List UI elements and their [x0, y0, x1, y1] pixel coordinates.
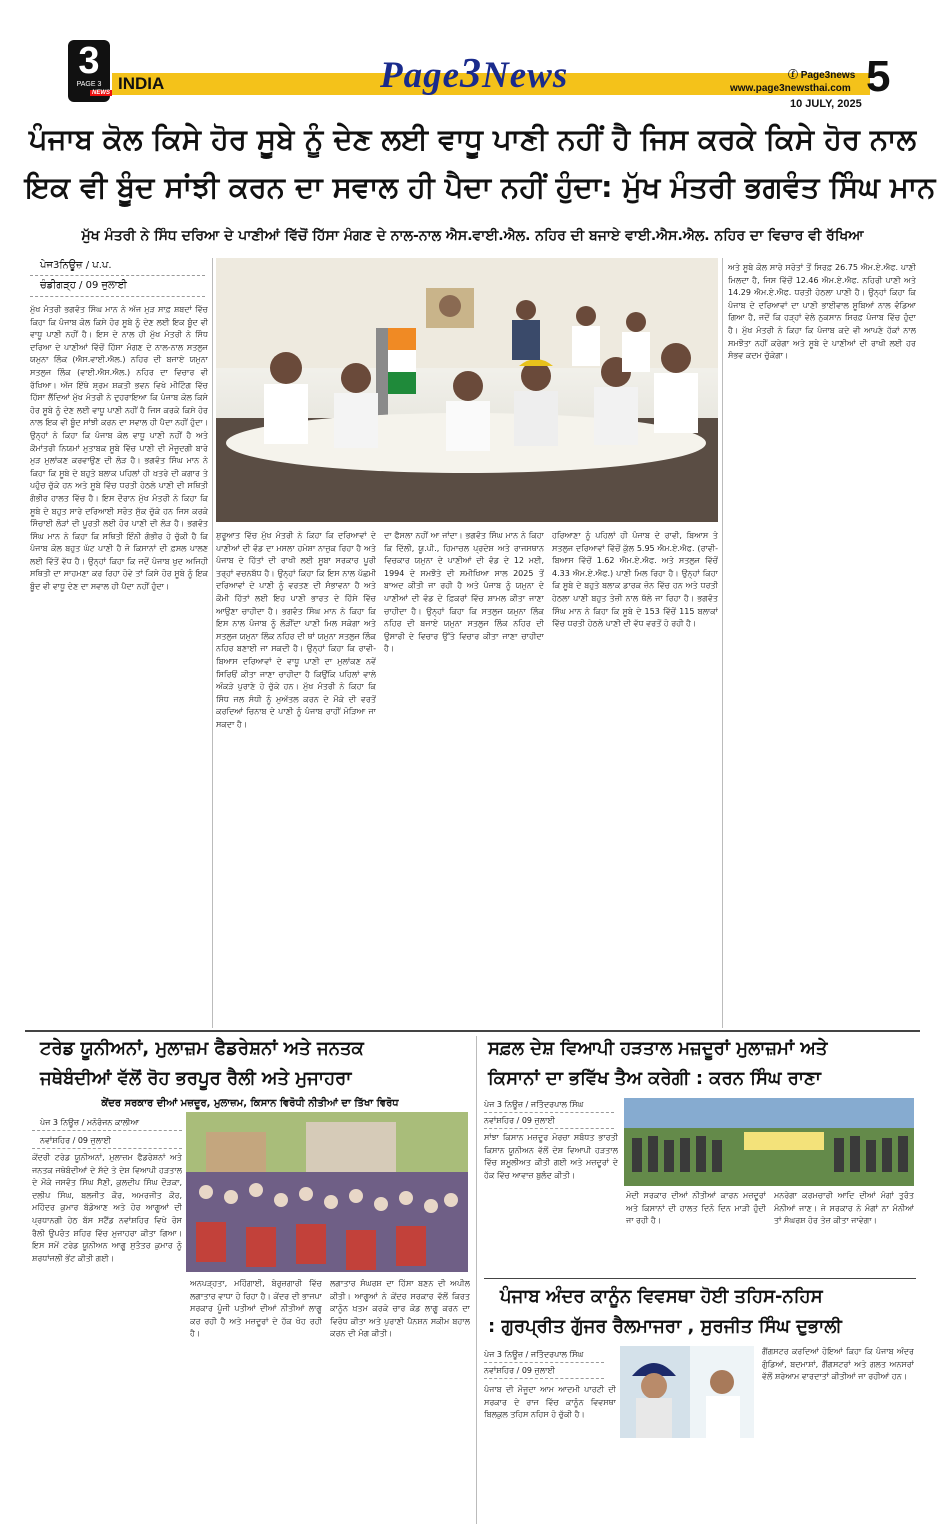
byline-divider [30, 296, 205, 297]
masthead [0, 0, 945, 112]
law-story-column-1 [484, 1384, 616, 1522]
main-story-col2-text: ਸ਼ੁਰੂਆਤ ਵਿੱਚ ਮੁੱਖ ਮੰਤਰੀ ਨੇ ਕਿਹਾ ਕਿ ਦਰਿਆਵਾਂ ਦੇ ਪਾਣੀਆਂ ਦੀ ਵੰਡ ਦਾ ਮਸਲਾ ਹਮੇਸ਼ਾ ਨਾਜ਼ੁਕ ਰਿਹਾ ਹੈ ਅਤੇ ਪੰਜਾਬ ਦੇ ਹਿੱਤਾਂ ਦੀ ਰਾਖੀ ਲਈ ਸੂਬਾ ਸਰਕਾਰ ਪੂਰੀ ਤਰ੍ਹਾਂ ਵਚਨਬੱਧ ਹੈ। ਉਨ੍ਹਾਂ ਕਿਹਾ ਕਿ ਇਸ ਨਾਲ ਪੱਛਮੀ ਦਰਿਆਵਾਂ ਦੇ ਪਾਣੀ ਨੂੰ ਵਰਤਣ ਦੀ ਸੰਭਾਵਨਾ ਹੈ ਅਤੇ ਕੌਮੀ ਹਿੱਤਾਂ ਲਈ ਇਹ ਪਾਣੀ ਭਾਰਤ ਦੇ ਹਿੱਸੇ ਵਿੱਚ ਆਉਣਾ ਚਾਹੀਦਾ ਹੈ। ਭਗਵੰਤ ਸਿੰਘ ਮਾਨ ਨੇ ਕਿਹਾ ਕਿ ਇਸ ਨਾਲ ਪੰਜਾਬ ਨੂੰ ਲੋੜੀਂਦਾ ਪਾਣੀ ਮਿਲ ਸਕੇਗਾ ਅਤੇ ਸਤਲੁਜ ਯਮੁਨਾ ਲਿੰਕ ਨਹਿਰ ਦੀ ਥਾਂ ਯਮੁਨਾ ਸਤਲੁਜ ਲਿੰਕ ਨਹਿਰ ਬਣਾਈ ਜਾ ਸਕਦੀ ਹੈ। ਉਨ੍ਹਾਂ ਕਿਹਾ ਕਿ ਰਾਵੀ-ਬਿਆਸ ਦਰਿਆਵਾਂ ਦੇ ਵਾਧੂ ਪਾਣੀ ਦਾ ਮੁਲਾਂਕਣ ਨਵੇਂ ਸਿਰਿਓਂ ਕੀਤਾ ਜਾਣਾ ਚਾਹੀਦਾ ਹੈ ਕਿਉਂਕਿ ਪਹਿਲਾਂ ਵਾਲੇ ਅੰਕੜੇ ਪੁਰਾਣੇ ਹੋ ਚੁੱਕੇ ਹਨ। ਮੁੱਖ ਮੰਤਰੀ ਨੇ ਕਿਹਾ ਕਿ ਸਿੰਧ ਜਲ ਸੰਧੀ ਨੂੰ ਮੁਅੱਤਲ ਕਰਨ ਦੇ ਮੌਕੇ ਦੀ ਵਰਤੋਂ ਕਰਦਿਆਂ ਚਿਨਾਬ ਦੇ ਪਾਣੀ ਨੂੰ ਪੰਜਾਬ ਰਾਹੀਂ ਮੋੜਿਆ ਜਾ ਸਕਦਾ ਹੈ। [216, 531, 376, 729]
trade-story-column-3 [330, 1278, 470, 1522]
law-byline-source: ਪੇਜ 3 ਨਿਊਜ਼ / ਜਤਿੰਦਰਪਾਲ ਸਿੰਘ [484, 1350, 584, 1359]
trade-byline-source: ਪੇਜ 3 ਨਿਊਜ਼ / ਮਨੋਰੰਜਨ ਕਾਲੀਆ [40, 1118, 140, 1127]
trade-subheadline: ਕੇਂਦਰ ਸਰਕਾਰ ਦੀਆਂ ਮਜ਼ਦੂਰ, ਮੁਲਾਜ਼ਮ, ਕਿਸਾਨ ਵਿਰੋਧੀ ਨੀਤੀਆਂ ਦਾ ਤਿੱਖਾ ਵਿਰੋਧ [101, 1098, 399, 1109]
logo-label: PAGE 3 [76, 81, 102, 88]
main-story-col3-text: ਦਾ ਫੈਸਲਾ ਨਹੀਂ ਆ ਜਾਂਦਾ। ਭਗਵੰਤ ਸਿੰਘ ਮਾਨ ਨੇ ਕਿਹਾ ਕਿ ਦਿੱਲੀ, ਯੂ.ਪੀ., ਹਿਮਾਚਲ ਪ੍ਰਦੇਸ਼ ਅਤੇ ਰਾਜਸਥਾਨ ਵਿਚਕਾਰ ਯਮੁਨਾ ਦੇ ਪਾਣੀਆਂ ਦੀ ਵੰਡ ਦੇ 12 ਮਈ, 1994 ਦੇ ਸਮਝੌਤੇ ਦੀ ਸਮੀਖਿਆ ਸਾਲ 2025 ਤੋਂ ਬਾਅਦ ਕੀਤੀ ਜਾ ਰਹੀ ਹੈ ਅਤੇ ਪੰਜਾਬ ਨੂੰ ਯਮੁਨਾ ਦੇ ਪਾਣੀਆਂ ਦੀ ਵੰਡ ਦੇ ਫ਼ਿਕਰਾਂ ਵਿੱਚ ਸ਼ਾਮਲ ਕੀਤਾ ਜਾਣਾ ਚਾਹੀਦਾ ਹੈ। ਉਨ੍ਹਾਂ ਕਿਹਾ ਕਿ ਸਤਲੁਜ ਯਮੁਨਾ ਲਿੰਕ ਨਹਿਰ ਦੀ ਬਜਾਏ ਯਮੁਨਾ ਸਤਲੁਜ ਲਿੰਕ ਨਹਿਰ ਦੀ ਉਸਾਰੀ ਦੇ ਵਿਚਾਰ ਉੱਤੇ ਵਿਚਾਰ ਕੀਤਾ ਜਾਣਾ ਚਾਹੀਦਾ ਹੈ। [384, 531, 544, 654]
trade-col2-text: ਅਨਪੜ੍ਹਤਾ, ਮਹਿੰਗਾਈ, ਬੇਰੁਜ਼ਗਾਰੀ ਵਿੱਚ ਲਗਾਤਾਰ ਵਾਧਾ ਹੋ ਰਿਹਾ ਹੈ। ਕੇਂਦਰ ਦੀ ਭਾਜਪਾ ਸਰਕਾਰ ਪੂੰਜੀ ਪਤੀਆਂ ਦੀਆਂ ਨੀਤੀਆਂ ਲਾਗੂ ਕਰ ਰਹੀ ਹੈ ਅਤੇ ਮਜ਼ਦੂਰਾਂ ਦੇ ਹੱਕ ਖੋਹ ਰਹੀ ਹੈ। [190, 1279, 322, 1339]
law-story-column-2 [762, 1346, 914, 1522]
trade-byline-place: ਨਵਾਂਸ਼ਹਿਰ / 09 ਜੁਲਾਈ [40, 1136, 111, 1145]
rally-photo [186, 1112, 468, 1272]
strike-headline-line1: ਸਫ਼ਲ ਦੇਸ਼ ਵਿਆਪੀ ਹੜਤਾਲ ਮਜ਼ਦੂਰਾਂ ਮੁਲਾਜ਼ਮਾਂ ਅਤੇ [488, 1038, 828, 1059]
page-number: 5 [866, 52, 891, 101]
byline-divider [484, 1378, 604, 1379]
byline-divider [32, 1130, 182, 1131]
strike-col2-text: ਮੋਦੀ ਸਰਕਾਰ ਦੀਆਂ ਨੀਤੀਆਂ ਕਾਰਨ ਮਜ਼ਦੂਰਾਂ ਅਤੇ ਕਿਸਾਨਾਂ ਦੀ ਹਾਲਤ ਦਿਨੋ ਦਿਨ ਮਾੜੀ ਹੁੰਦੀ ਜਾ ਰਹੀ ਹੈ। [626, 1191, 766, 1226]
main-subheadline: ਮੁੱਖ ਮੰਤਰੀ ਨੇ ਸਿੰਧ ਦਰਿਆ ਦੇ ਪਾਣੀਆਂ ਵਿੱਚੋਂ ਹਿੱਸਾ ਮੰਗਣ ਦੇ ਨਾਲ-ਨਾਲ ਐਸ.ਵਾਈ.ਐਲ. ਨਹਿਰ ਦੀ ਬਜਾਏ ਵਾਈ.ਐਸ.ਐਲ. ਨਹਿਰ ਦਾ ਵਿਚਾਰ ਵੀ ਰੱਖਿਆ [81, 228, 864, 244]
meeting-photo [216, 258, 718, 522]
protest-photo-illustration [624, 1098, 914, 1186]
social-handle-text: Page3news [800, 70, 856, 81]
strike-byline-source: ਪੇਜ 3 ਨਿਊਜ਼ / ਜਤਿੰਦਰਪਾਲ ਸਿੰਘ [484, 1100, 584, 1109]
meeting-photo-illustration [216, 258, 718, 522]
byline-divider [484, 1362, 604, 1363]
main-story-col1-text: ਮੁੱਖ ਮੰਤਰੀ ਭਗਵੰਤ ਸਿੰਘ ਮਾਨ ਨੇ ਅੱਜ ਮੁੜ ਸਾਫ਼ ਸ਼ਬਦਾਂ ਵਿੱਚ ਕਿਹਾ ਕਿ ਪੰਜਾਬ ਕੋਲ ਕਿਸੇ ਹੋਰ ਸੂਬੇ ਨੂੰ ਦੇਣ ਲਈ ਇਕ ਬੂੰਦ ਵੀ ਵਾਧੂ ਪਾਣੀ ਨਹੀਂ ਹੈ। ਇਸ ਦੇ ਨਾਲ ਹੀ ਮੁੱਖ ਮੰਤਰੀ ਨੇ ਸਿੰਧ ਦਰਿਆ ਦੇ ਪਾਣੀਆਂ ਵਿੱਚੋਂ ਹਿੱਸਾ ਮੰਗਣ ਦੇ ਨਾਲ-ਨਾਲ ਸਤਲੁਜ ਯਮੁਨਾ ਲਿੰਕ (ਐਸ.ਵਾਈ.ਐਲ.) ਨਹਿਰ ਦੀ ਬਜਾਏ ਯਮੁਨਾ ਸਤਲੁਜ ਲਿੰਕ (ਵਾਈ.ਐਸ.ਐਲ.) ਨਹਿਰ ਦਾ ਵਿਚਾਰ ਵੀ ਰੱਖਿਆ। ਅੱਜ ਇੱਥੇ ਸ਼੍ਰਮ ਸ਼ਕਤੀ ਭਵਨ ਵਿਖੇ ਮੀਟਿੰਗ ਵਿੱਚ ਹਿੱਸਾ ਲੈਂਦਿਆਂ ਮੁੱਖ ਮੰਤਰੀ ਨੇ ਦੁਹਰਾਇਆ ਕਿ ਪੰਜਾਬ ਕੋਲ ਕਿਸੇ ਹੋਰ ਸੂਬੇ ਨੂੰ ਦੇਣ ਲਈ ਵਾਧੂ ਪਾਣੀ ਨਹੀਂ ਹੈ ਜਿਸ ਕਰਕੇ ਕਿਸੇ ਹੋਰ ਨਾਲ ਇਕ ਵੀ ਬੂੰਦ ਸਾਂਝੀ ਕਰਨ ਦਾ ਸਵਾਲ ਹੀ ਪੈਦਾ ਨਹੀਂ ਹੁੰਦਾ। ਉਨ੍ਹਾਂ ਨੇ ਕਿਹਾ ਕਿ ਪੰਜਾਬ ਕੋਲ ਵਾਧੂ ਪਾਣੀ ਨਹੀਂ ਹੈ ਅਤੇ ਕੌਮਾਂਤਰੀ ਨਿਯਮਾਂ ਮੁਤਾਬਕ ਸੂਬੇ ਵਿੱਚ ਪਾਣੀ ਦੀ ਮੌਜੂਦਗੀ ਬਾਰੇ ਮੁੜ ਮੁਲਾਂਕਣ ਕਰਵਾਉਣ ਦੀ ਲੋੜ ਹੈ। ਭਗਵੰਤ ਸਿੰਘ ਮਾਨ ਨੇ ਕਿਹਾ ਕਿ ਸੂਬੇ ਦੇ ਬਹੁਤੇ ਬਲਾਕ ਪਹਿਲਾਂ ਹੀ ਖ਼ਤਰੇ ਦੀ ਕਗਾਰ ਤੇ ਪਹੁੰਚ ਚੁੱਕੇ ਹਨ ਅਤੇ ਸੂਬੇ ਵਿੱਚ ਧਰਤੀ ਹੇਠਲੇ ਪਾਣੀ ਦੀ ਸਥਿਤੀ ਗੰਭੀਰ ਹਾਲਤ ਵਿੱਚ ਹੈ। ਇਸ ਦੌਰਾਨ ਮੁੱਖ ਮੰਤਰੀ ਨੇ ਕਿਹਾ ਕਿ ਸੂਬੇ ਦੇ ਬਹੁਤ ਸਾਰੇ ਦਰਿਆਈ ਸਰੋਤ ਸੁੱਕ ਚੁੱਕੇ ਹਨ ਜਿਸ ਕਰਕੇ ਸਿੰਚਾਈ ਲੋੜਾਂ ਦੀ ਪੂਰਤੀ ਲਈ ਹੋਰ ਪਾਣੀ ਦੀ ਲੋੜ ਹੈ। ਭਗਵੰਤ ਸਿੰਘ ਮਾਨ ਨੇ ਕਿਹਾ ਕਿ ਸਥਿਤੀ ਇੰਨੀ ਗੰਭੀਰ ਹੋ ਚੁੱਕੀ ਹੈ ਕਿ ਪੰਜਾਬ ਕੋਲ ਬਹੁਤ ਘੱਟ ਪਾਣੀ ਹੈ ਜੋ ਕਿਸਾਨਾਂ ਦੀ ਫ਼ਸਲ ਪਾਲਣ ਲਈ ਵਿੱਤੋਂ ਵੱਧ ਹੈ। ਉਨ੍ਹਾਂ ਕਿਹਾ ਕਿ ਜਦੋਂ ਪੰਜਾਬ ਖੁਦ ਅਜਿਹੀ ਸਥਿਤੀ ਦਾ ਸਾਹਮਣਾ ਕਰ ਰਿਹਾ ਹੋਵੇ ਤਾਂ ਕਿਸੇ ਹੋਰ ਸੂਬੇ ਨੂੰ ਇਕ ਬੂੰਦ ਵੀ ਵਾਧੂ ਦੇਣ ਦਾ ਸਵਾਲ ਹੀ ਪੈਦਾ ਨਹੀਂ ਹੁੰਦਾ। [30, 305, 208, 592]
trade-col3-text: ਲਗਾਤਾਰ ਸੰਘਰਸ਼ ਦਾ ਹਿੱਸਾ ਬਣਨ ਦੀ ਅਪੀਲ ਕੀਤੀ। ਆਗੂਆਂ ਨੇ ਕੇਂਦਰ ਸਰਕਾਰ ਵੱਲੋਂ ਕਿਰਤ ਕਾਨੂੰਨ ਖ਼ਤਮ ਕਰਕੇ ਚਾਰ ਕੋਡ ਲਾਗੂ ਕਰਨ ਦਾ ਵਿਰੋਧ ਕੀਤਾ ਅਤੇ ਪੁਰਾਣੀ ਪੈਨਸ਼ਨ ਸਕੀਮ ਬਹਾਲ ਕਰਨ ਦੀ ਮੰਗ ਕੀਤੀ। [330, 1279, 470, 1339]
logo-number: 3 [78, 40, 100, 82]
law-col2-text: ਗੈਂਗਸਟਰ ਕਰਦਿਆਂ ਹੋਇਆਂ ਕਿਹਾ ਕਿ ਪੰਜਾਬ ਅੰਦਰ ਗੁੰਡਿਆਂ, ਬਦਮਾਸ਼ਾਂ, ਗੈਂਗਸਟਰਾਂ ਅਤੇ ਗਲਤ ਅਨਸਰਾਂ ਵੱਲੋਂ ਸ਼ਰੇਆਮ ਵਾਰਦਾਤਾਂ ਕੀਤੀਆਂ ਜਾ ਰਹੀਆਂ ਹਨ। [762, 1347, 914, 1382]
strike-headline-line2: ਕਿਸਾਨਾਂ ਦਾ ਭਵਿੱਖ ਤੈਅ ਕਰੇਗੀ : ਕਰਨ ਸਿੰਘ ਰਾਣਾ [488, 1068, 821, 1089]
column-divider [476, 1036, 477, 1524]
law-headline-line1: ਪੰਜਾਬ ਅੰਦਰ ਕਾਨੂੰਨ ਵਿਵਸਥਾ ਹੋਈ ਤਹਿਸ-ਨਹਿਸ [500, 1286, 823, 1307]
brand-part-3: 3 [460, 51, 483, 97]
website-url: www.page3newsthai.com [730, 83, 851, 94]
strike-story-column-1 [484, 1132, 618, 1272]
strike-col3-text: ਮਨਰੇਗਾ ਕਰਮਚਾਰੀ ਆਦਿ ਦੀਆਂ ਮੰਗਾਂ ਤੁਰੰਤ ਮੰਨੀਆਂ ਜਾਣ। ਜੇ ਸਰਕਾਰ ਨੇ ਮੰਗਾਂ ਨਾ ਮੰਨੀਆਂ ਤਾਂ ਸੰਘਰਸ਼ ਹੋਰ ਤੇਜ਼ ਕੀਤਾ ਜਾਵੇਗਾ। [774, 1191, 914, 1226]
main-byline-source: ਪੇਜ3ਨਿਊਜ਼ / ਪ.ਪ. [40, 260, 112, 271]
protest-photo [624, 1098, 914, 1186]
law-col1-text: ਪੰਜਾਬ ਦੀ ਮੌਜੂਦਾ ਆਮ ਆਦਮੀ ਪਾਰਟੀ ਦੀ ਸਰਕਾਰ ਦੇ ਰਾਜ ਵਿੱਚ ਕਾਨੂੰਨ ਵਿਵਸਥਾ ਬਿਲਕੁਲ ਤਹਿਸ ਨਹਿਸ ਹੋ ਚੁੱਕੀ ਹੈ। [484, 1385, 616, 1420]
trade-headline-line1: ਟਰੇਡ ਯੂਨੀਅਨਾਂ, ਮੁਲਾਜ਼ਮ ਫੈਡਰੇਸ਼ਨਾਂ ਅਤੇ ਜਨਤਕ [40, 1038, 364, 1059]
main-headline-line2: ਇਕ ਵੀ ਬੂੰਦ ਸਾਂਝੀ ਕਰਨ ਦਾ ਸਵਾਲ ਹੀ ਪੈਦਾ ਨਹੀਂ ਹੁੰਦਾ: ਮੁੱਖ ਮੰਤਰੀ ਭਗਵੰਤ ਸਿੰਘ ਮਾਨ [25, 170, 936, 204]
column-divider [722, 258, 723, 1028]
strike-byline-place: ਨਵਾਂਸ਼ਹਿਰ / 09 ਜੁਲਾਈ [484, 1116, 555, 1125]
main-story-column-2 [216, 530, 376, 1024]
main-story-col4-text: ਹਰਿਆਣਾ ਨੂੰ ਪਹਿਲਾਂ ਹੀ ਪੰਜਾਬ ਦੇ ਰਾਵੀ, ਬਿਆਸ ਤੇ ਸਤਲੁਜ ਦਰਿਆਵਾਂ ਵਿੱਚੋਂ ਕੁੱਲ 5.95 ਐਮ.ਏ.ਐਫ. (ਰਾਵੀ-ਬਿਆਸ ਵਿੱਚੋਂ 1.62 ਐਮ.ਏ.ਐਫ. ਅਤੇ ਸਤਲੁਜ ਵਿੱਚੋਂ 4.33 ਐਮ.ਏ.ਐਫ.) ਪਾਣੀ ਮਿਲ ਰਿਹਾ ਹੈ। ਉਨ੍ਹਾਂ ਕਿਹਾ ਕਿ ਸੂਬੇ ਦੇ ਬਹੁਤੇ ਬਲਾਕ ਡਾਰਕ ਜ਼ੋਨ ਵਿੱਚ ਹਨ ਅਤੇ ਧਰਤੀ ਹੇਠਲਾ ਪਾਣੀ ਬਹੁਤ ਤੇਜ਼ੀ ਨਾਲ ਥੱਲੇ ਜਾ ਰਿਹਾ ਹੈ। ਭਗਵੰਤ ਸਿੰਘ ਮਾਨ ਨੇ ਕਿਹਾ ਕਿ ਸੂਬੇ ਦੇ 153 ਵਿੱਚੋਂ 115 ਬਲਾਕਾਂ ਵਿੱਚ ਧਰਤੀ ਹੇਠਲੇ ਪਾਣੀ ਦੀ ਵੱਧ ਵਰਤੋਂ ਹੋ ਰਹੀ ਹੈ। [552, 531, 718, 629]
portraits-photo [620, 1346, 754, 1438]
main-story-column-5 [728, 262, 916, 1024]
trade-story-column-1 [32, 1152, 182, 1522]
trade-headline-line2: ਜਥੇਬੰਦੀਆਂ ਵੱਲੋਂ ਰੋਹ ਭਰਪੂਰ ਰੈਲੀ ਅਤੇ ਮੁਜਾਹਰਾ [40, 1068, 352, 1089]
column-divider [212, 258, 213, 1028]
brand-part-page: Page [380, 55, 461, 96]
main-story-col5-text: ਅਤੇ ਸੂਬੇ ਕੋਲ ਸਾਰੇ ਸਰੋਤਾਂ ਤੋਂ ਸਿਰਫ਼ 26.75 ਐਮ.ਏ.ਐਫ. ਪਾਣੀ ਮਿਲਦਾ ਹੈ, ਜਿਸ ਵਿੱਚੋਂ 12.46 ਐਮ.ਏ.ਐਫ. ਨਹਿਰੀ ਪਾਣੀ ਅਤੇ 14.29 ਐਮ.ਏ.ਐਫ. ਧਰਤੀ ਹੇਠਲਾ ਪਾਣੀ ਹੈ। ਉਨ੍ਹਾਂ ਕਿਹਾ ਕਿ ਪੰਜਾਬ ਦੇ ਦਰਿਆਵਾਂ ਦਾ ਪਾਣੀ ਭਾਈਵਾਲ ਸੂਬਿਆਂ ਨਾਲ ਵੰਡਿਆ ਗਿਆ ਹੈ, ਜਦੋਂ ਕਿ ਹੜ੍ਹਾਂ ਵੇਲੇ ਨੁਕਸਾਨ ਸਿਰਫ਼ ਪੰਜਾਬ ਵਿੱਚ ਹੁੰਦਾ ਹੈ। ਮੁੱਖ ਮੰਤਰੀ ਨੇ ਕਿਹਾ ਕਿ ਪੰਜਾਬ ਕਦੇ ਵੀ ਆਪਣੇ ਹੱਕਾਂ ਨਾਲ ਸਮਝੌਤਾ ਨਹੀਂ ਕਰੇਗਾ ਅਤੇ ਸੂਬੇ ਦੇ ਪਾਣੀਆਂ ਦੀ ਰਾਖੀ ਲਈ ਹਰ ਸੰਭਵ ਕਦਮ ਚੁੱਕੇਗਾ। [728, 263, 916, 361]
brand-title [380, 50, 568, 98]
law-byline-place: ਨਵਾਂਸ਼ਹਿਰ / 09 ਜੁਲਾਈ [484, 1366, 555, 1375]
byline-divider [484, 1112, 614, 1113]
strike-story-column-3 [774, 1190, 914, 1272]
issue-date: 10 JULY, 2025 [790, 98, 862, 110]
logo-news-tag: NEWS [92, 90, 110, 96]
trade-col1-text: ਕੇਂਦਰੀ ਟਰੇਡ ਯੂਨੀਅਨਾਂ, ਮੁਲਾਜ਼ਮ ਫੈਡਰੇਸ਼ਨਾਂ ਅਤੇ ਜਨਤਕ ਜਥੇਬੰਦੀਆਂ ਦੇ ਸੱਦੇ ਤੇ ਦੇਸ਼ ਵਿਆਪੀ ਹੜਤਾਲ ਦੇ ਮੌਕੇ ਜਸਵੰਤ ਸਿੰਘ ਸੈਣੀ, ਕੁਲਦੀਪ ਸਿੰਘ ਦੌੜਕਾ, ਦਲੀਪ ਸਿੰਘ, ਬਲਜੀਤ ਕੌਰ, ਅਮਰਜੀਤ ਕੌਰ, ਮਹਿੰਦਰ ਕੁਮਾਰ ਬੱਡੋਆਣ ਅਤੇ ਹੋਰ ਆਗੂਆਂ ਦੀ ਪ੍ਰਧਾਨਗੀ ਹੇਠ ਬੱਸ ਸਟੈਂਡ ਨਵਾਂਸ਼ਹਿਰ ਵਿਖੇ ਰੋਸ ਰੈਲੀ ਉਪਰੰਤ ਸ਼ਹਿਰ ਵਿੱਚ ਮੁਜਾਹਰਾ ਕੀਤਾ ਗਿਆ। ਇਸ ਸਮੇਂ ਟਰੇਡ ਯੂਨੀਅਨ ਆਗੂ ਸੁਤੰਤਰ ਕੁਮਾਰ ਨੂੰ ਸ਼ਰਧਾਂਜਲੀ ਭੇਂਟ ਕੀਤੀ ਗਈ। [32, 1153, 182, 1263]
main-story-column-4 [552, 530, 718, 1024]
byline-divider [30, 275, 205, 276]
byline-divider [484, 1128, 614, 1129]
trade-story-column-2 [190, 1278, 322, 1522]
main-byline-place: ਚੰਡੀਗੜ੍ਹ / 09 ਜੁਲਾਈ [40, 280, 127, 291]
section-divider [25, 1030, 920, 1032]
byline-divider [32, 1148, 182, 1149]
portraits-photo-illustration [620, 1346, 754, 1438]
page3-logo [68, 40, 110, 102]
main-story-column-3 [384, 530, 544, 1024]
social-handle [788, 66, 855, 81]
strike-col1-text: ਸਾਂਝਾ ਕਿਸਾਨ ਮਜ਼ਦੂਰ ਮੋਰਚਾ ਸਬੰਧਤ ਭਾਰਤੀ ਕਿਸਾਨ ਯੂਨੀਅਨ ਵੱਲੋਂ ਦੇਸ਼ ਵਿਆਪੀ ਹੜਤਾਲ ਵਿੱਚ ਸ਼ਮੂਲੀਅਤ ਕੀਤੀ ਗਈ ਅਤੇ ਮਜ਼ਦੂਰਾਂ ਦੇ ਹੱਕ ਵਿੱਚ ਆਵਾਜ਼ ਬੁਲੰਦ ਕੀਤੀ। [484, 1133, 618, 1180]
edition-label: INDIA [118, 74, 165, 93]
main-headline-line1: ਪੰਜਾਬ ਕੋਲ ਕਿਸੇ ਹੋਰ ਸੂਬੇ ਨੂੰ ਦੇਣ ਲਈ ਵਾਧੂ ਪਾਣੀ ਨਹੀਂ ਹੈ ਜਿਸ ਕਰਕੇ ਕਿਸੇ ਹੋਰ ਨਾਲ [28, 122, 917, 156]
main-story-column-1 [30, 304, 208, 1024]
strike-story-column-2 [626, 1190, 766, 1272]
facebook-icon: ⓕ [788, 70, 801, 81]
brand-part-news: News [482, 55, 569, 96]
law-headline-line2: : ਗੁਰਪ੍ਰੀਤ ਗੁੱਜਰ ਰੈਲਮਾਜਰਾ , ਸੁਰਜੀਤ ਸਿੰਘ ਦੁਭਾਲੀ [488, 1316, 842, 1337]
section-divider [484, 1278, 916, 1279]
rally-photo-illustration [186, 1112, 468, 1272]
